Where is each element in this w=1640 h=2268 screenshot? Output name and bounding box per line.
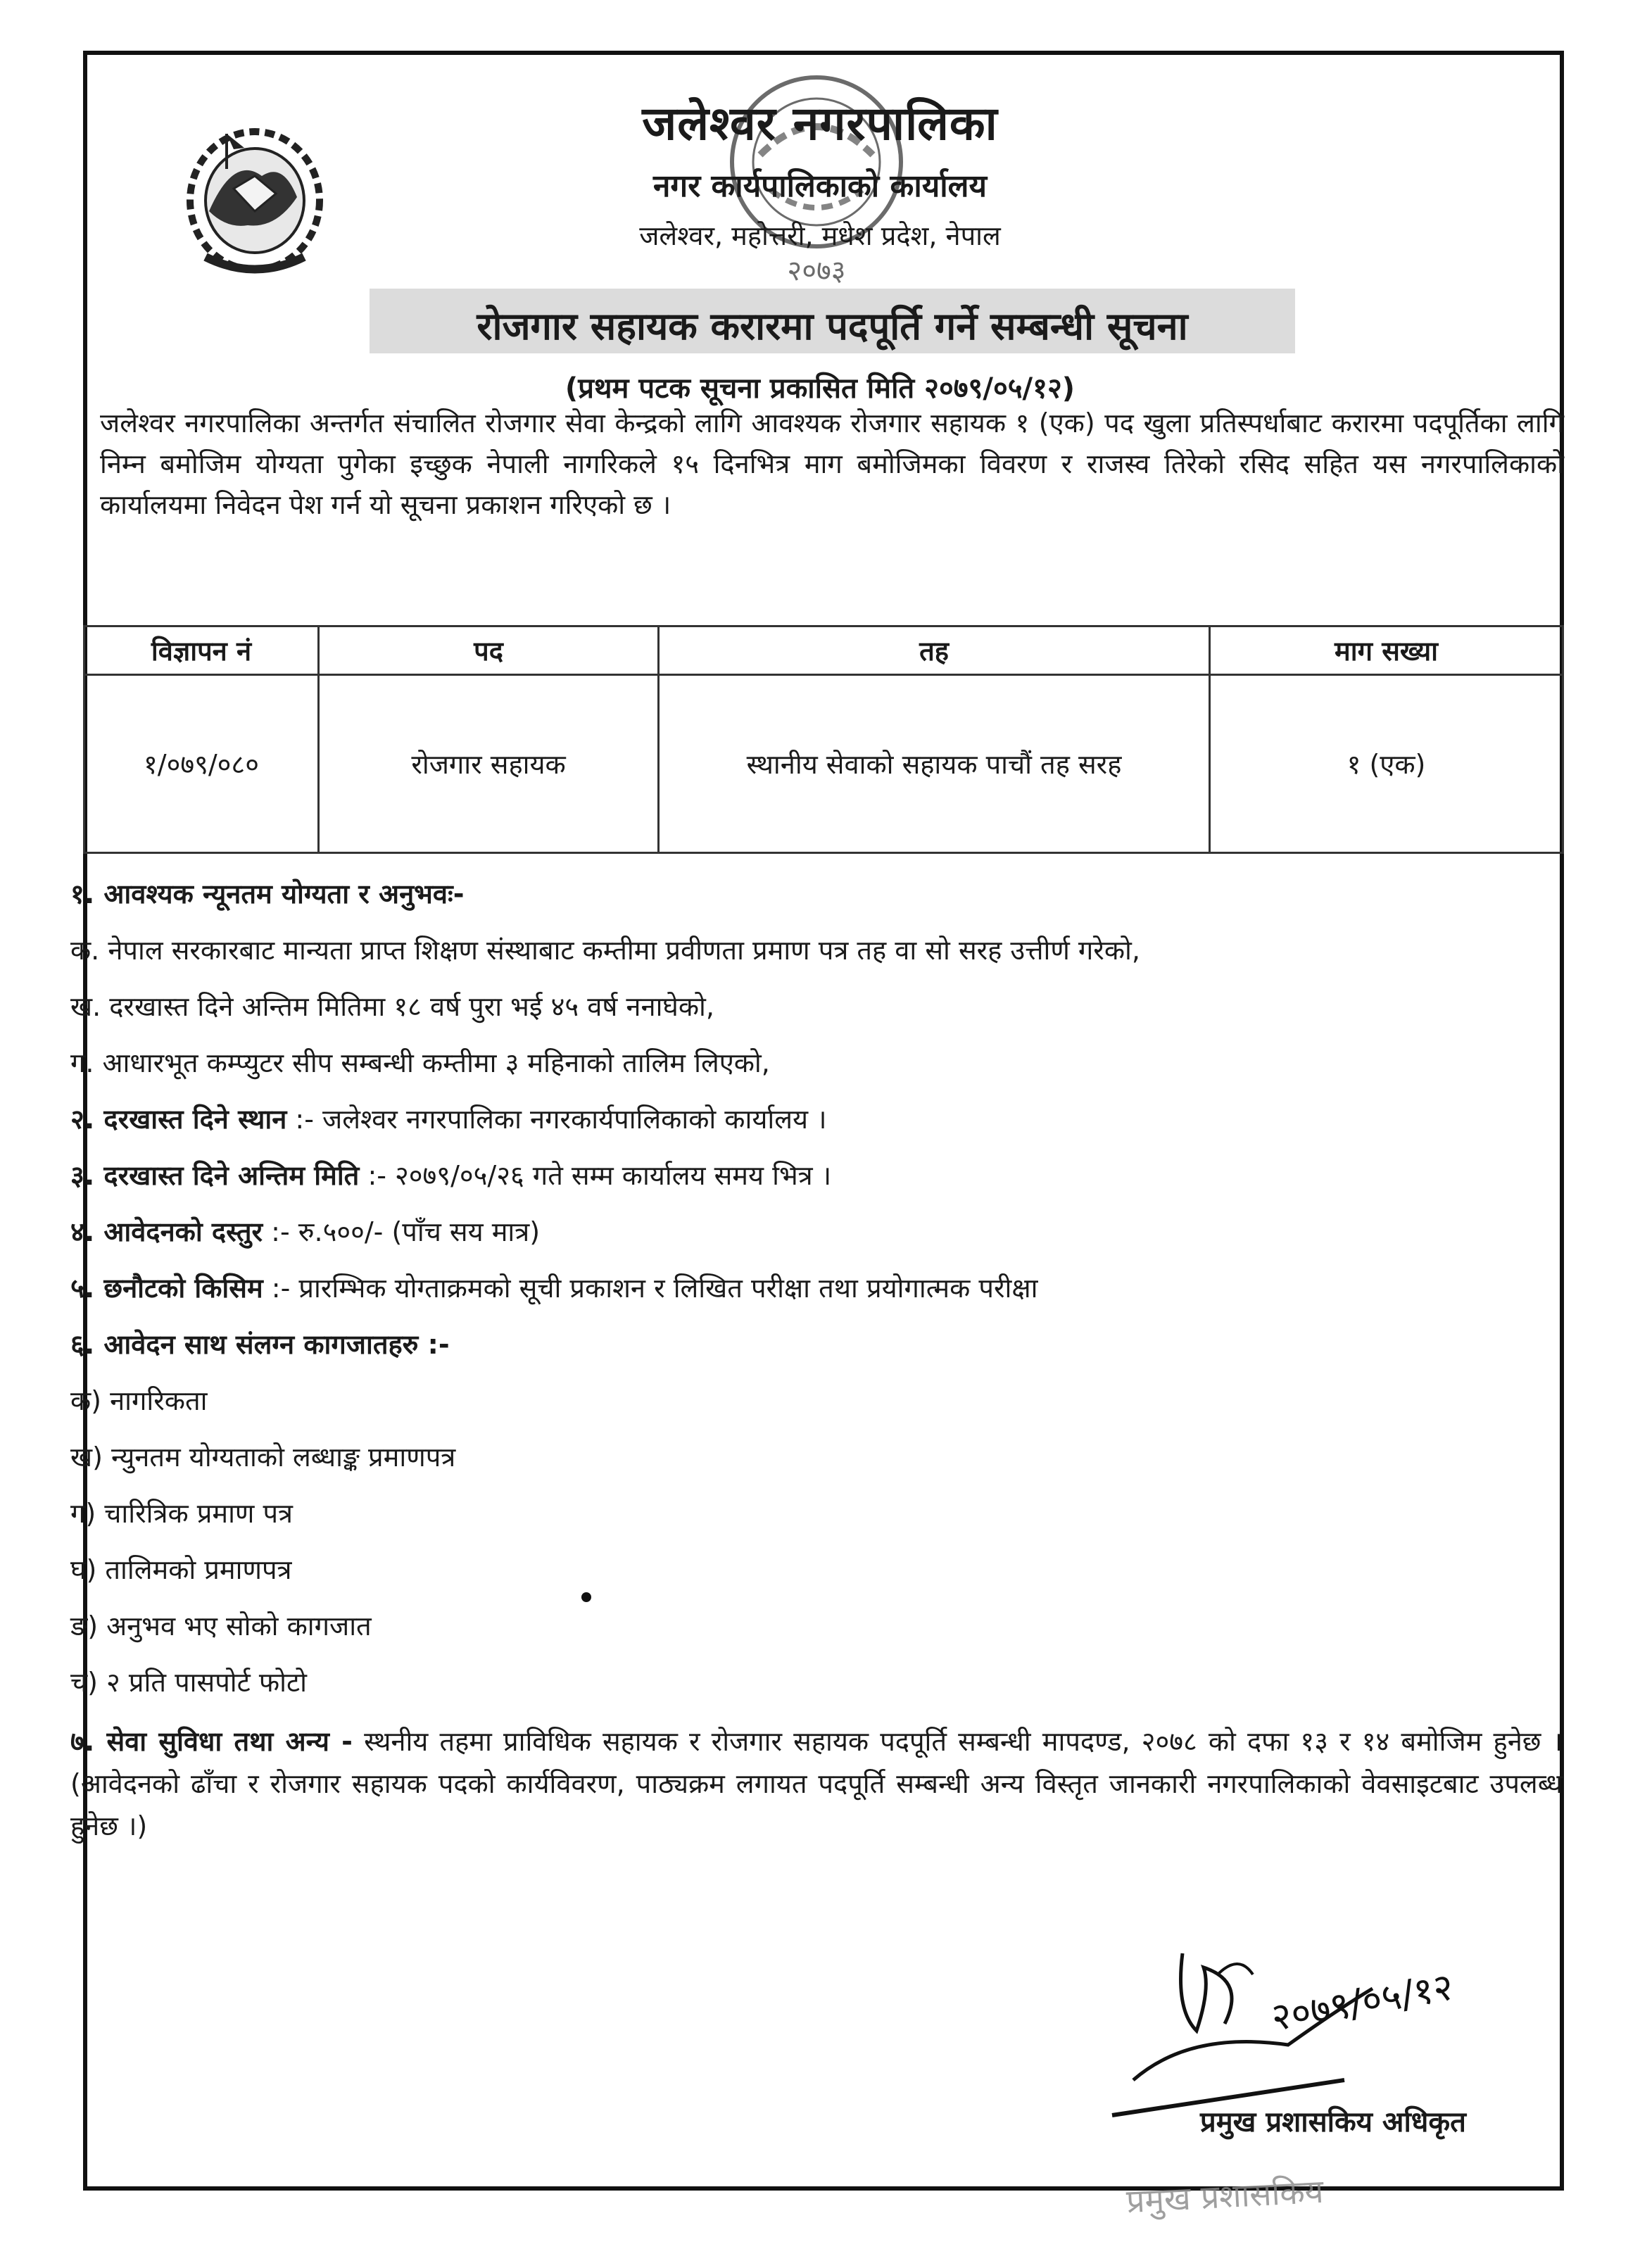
section-7-label: ७. सेवा सुविधा तथा अन्य - [70,1726,353,1757]
section-3 [70,1147,1563,1204]
list-item: ग) चारित्रिक प्रमाण पत्र [70,1498,294,1529]
col-header-level: तह [659,626,1210,675]
cell-ad-no: १/०७९/०८० [84,675,319,853]
section-2 [70,1091,1563,1147]
org-name: जलेश्वर नगरपालिका [642,96,998,151]
section-5-label: ५. छनौटको किसिम [70,1273,263,1304]
section-3-label: ३. दरखास्त दिने अन्तिम मिति [70,1160,360,1191]
section-7-value: स्थनीय तहमा प्राविधिक सहायक र रोजगार सहायक पदपूर्ति सम्बन्धी मापदण्ड, २०७८ को दफा १३ र १४ बमोजिम हुनेछ । (आवेदनको ढाँचा र रोजगार सहायक पदको कार्यविवरण, पाठ्यक्रम लगायत पदपूर्ति सम्बन्धी अन्य विस्तृत जानकारी नगरपालिकाको वेवसाइटबाट उपलब्ध हुनेछ ।) [70,1726,1563,1841]
cell-count: १ (एक) [1210,675,1563,853]
list-item: घ) तालिमको प्रमाणपत्र [70,1554,292,1585]
vacancy-table [83,625,1564,854]
section-5-value: :- प्रारम्भिक योग्ताक्रमको सूची प्रकाशन र लिखित परीक्षा तथा प्रयोगात्मक परीक्षा [271,1273,1038,1304]
table-header-row [84,626,1563,675]
section-4 [70,1204,1563,1260]
cell-post: रोजगार सहायक [319,675,659,853]
list-item: ख. दरखास्त दिने अन्तिम मितिमा १८ वर्ष पुरा भई ४५ वर्ष ननाघेको, [70,991,714,1022]
designation-stamp: प्रमुख प्रशासकिय [1125,2172,1325,2221]
section-2-value: :- जलेश्वर नगरपालिका नगरकार्यपालिकाको कार्यालय । [295,1104,827,1135]
col-header-count: माग सख्या [1210,626,1563,675]
signature-date: २०७९/०५/१२ [1268,1964,1457,2040]
seal-year: २०७३ [787,255,846,287]
table-row [84,675,1563,853]
list-item: क) नागरिकता [70,1385,208,1416]
signer-title: प्रमुख प्रशासकिय अधिकृत [1200,2106,1466,2138]
list-item: च) २ प्रति पासपोर्ट फोटो [70,1667,307,1698]
section-4-value: :- रु.५००/- (पाँच सय मात्र) [271,1216,541,1247]
section-4-label: ४. आवेदनको दस्तुर [70,1216,263,1247]
section-6-title: ६. आवेदन साथ संलग्न कागजातहरु :- [70,1329,450,1360]
list-item: ख) न्युनतम योग्यताको लब्धाङ्क प्रमाणपत्र [70,1442,456,1473]
section-3-value: :- २०७९/०५/२६ गते सम्म कार्यालय समय भित्र । [367,1160,832,1191]
notice-title: रोजगार सहायक करारमा पदपूर्ति गर्ने सम्बन्धी सूचना [370,289,1295,353]
office-address: जलेश्वर, महोत्तरी, मधेश प्रदेश, नेपाल [639,220,1001,251]
notice-body [70,866,1563,1847]
col-header-ad-no: विज्ञापन नं [84,626,319,675]
section-2-label: २. दरखास्त दिने स्थान [70,1104,287,1135]
col-header-post: पद [319,626,659,675]
ink-speck [581,1592,591,1602]
publish-date: (प्रथम पटक सूचना प्रकासित मिति २०७९/०५/१२) [564,372,1076,405]
intro-paragraph: जलेश्वर नगरपालिका अन्तर्गत संचालित रोजगार सेवा केन्द्रको लागि आवश्यक रोजगार सहायक १ (एक) पद खुला प्रतिस्पर्धाबाट करारमा पदपूर्तिका लागि निम्न बमोजिम योग्यता पुगेका इच्छुक नेपाली नागरिकले १५ दिनभित्र माग बमोजिमका विवरण र राजस्व तिरेको रसिद सहित यस नगरपालिकाको कार्यालयमा निवेदन पेश गर्न यो सूचना प्रकाशन गरिएको छ । [100,408,1564,520]
section-5 [70,1260,1563,1316]
section-7 [70,1720,1563,1847]
list-item: ग. आधारभूत कम्प्युटर सीप सम्बन्धी कम्तीमा ३ महिनाको तालिम लिएको, [70,1047,770,1078]
section-1-title: १. आवश्यक न्यूनतम योग्यता र अनुभवः- [70,878,465,909]
list-item: क. नेपाल सरकारबाट मान्यता प्राप्त शिक्षण संस्थाबाट कम्तीमा प्रवीणता प्रमाण पत्र तह वा सो सरह उत्तीर्ण गरेको, [70,935,1140,966]
office-name: नगर कार्यपालिकाको कार्यालय [653,168,987,204]
list-item: ङ) अनुभव भए सोको कागजात [70,1611,372,1642]
cell-level: स्थानीय सेवाको सहायक पाचौं तह सरह [659,675,1210,853]
